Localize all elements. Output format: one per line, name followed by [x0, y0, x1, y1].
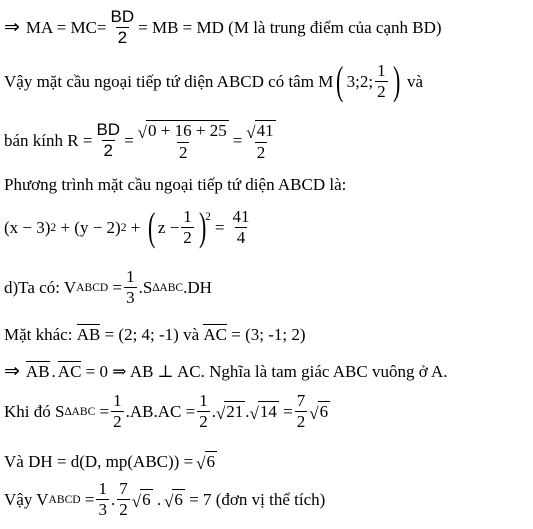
line-7 [4, 324, 306, 343]
denominator: 2 [178, 142, 188, 162]
text-segment: = (2; 4; -1) và [100, 324, 204, 344]
fraction [111, 392, 124, 431]
fraction [109, 8, 137, 47]
line-11 [4, 480, 325, 519]
line-2 [4, 58, 423, 104]
exponent: 2 [120, 220, 127, 234]
subscript: ∆ABC [64, 404, 96, 418]
exponent: 2 [50, 220, 57, 234]
dot-product: . [51, 361, 56, 381]
text-segment: và [406, 71, 423, 91]
fraction [181, 208, 194, 247]
subscript: ABCD [76, 280, 109, 294]
square-root: √ 0 + 16 + 25 [137, 121, 227, 142]
radicand: 6 [319, 402, 329, 421]
line-9 [4, 392, 330, 431]
line-4 [4, 176, 346, 193]
numerator: BD [96, 120, 121, 140]
denominator: 2 [296, 411, 306, 431]
denominator: 2 [103, 141, 113, 161]
numerator: 1 [183, 207, 192, 226]
line-1 [4, 8, 442, 47]
text-segment: = [95, 401, 110, 421]
fraction [96, 480, 109, 519]
text-segment: = 7 (đơn vị thể tích) [184, 489, 326, 509]
subscript: ∆ABC [152, 280, 184, 294]
vector-ac: AC [203, 324, 228, 344]
equals-sign: = [232, 131, 243, 151]
square-root: √ 14 [249, 402, 277, 423]
square-root: √ 6 [131, 490, 151, 511]
text-segment: Vậy mặt cầu ngoại tiếp tứ diện ABCD có tâm M [4, 71, 334, 91]
square-root: √ 6 [309, 402, 329, 423]
radicand: 14 [259, 402, 277, 421]
vector-ab: AB [76, 324, 101, 344]
numerator: 1 [377, 61, 386, 80]
text-segment: . [110, 489, 116, 509]
denominator: 2 [117, 27, 128, 47]
radicand: 41 [256, 121, 274, 140]
fraction [244, 120, 277, 162]
text-segment: Phương trình mặt cầu ngoại tiếp tứ diện ABCD là: [4, 175, 347, 194]
numerator: 1 [199, 391, 208, 410]
fraction [94, 121, 122, 160]
right-paren: ) [198, 204, 207, 250]
numerator: BD [110, 7, 135, 26]
radicand: 0 + 16 + 25 [148, 121, 227, 140]
text-segment: .DH [183, 277, 212, 297]
fraction [117, 480, 130, 519]
left-paren: ( [336, 58, 344, 104]
fraction [124, 268, 137, 307]
text-segment: = MB = MD (M là trung điểm của cạnh BD) [138, 17, 442, 37]
numerator: 1 [98, 479, 107, 498]
text-segment: Mặt khác: [4, 324, 77, 344]
text-segment: = 0 ⇒ AB ⊥ AC. Nghĩa là tam giác ABC vuông ở A. [81, 361, 448, 381]
denominator: 3 [126, 287, 135, 307]
text-segment: Khi đó S [4, 401, 65, 421]
line-10 [4, 451, 217, 472]
coordinates: 3;2; [346, 71, 374, 91]
text-segment: Vậy V [4, 489, 49, 509]
text-segment: . [245, 401, 250, 421]
text-segment: = [80, 489, 95, 509]
numerator: 1 [126, 267, 135, 286]
radicand: 21 [226, 402, 244, 421]
denominator: 2 [199, 411, 208, 431]
line-8 [4, 361, 448, 381]
square-root: √ 41 [246, 121, 274, 142]
text-segment: = [278, 401, 293, 421]
square-root: √ 6 [196, 452, 215, 473]
text-segment: Và DH = d(D, mp(ABC)) = [4, 451, 194, 471]
radicand: 6 [174, 490, 183, 509]
implies-arrow: ⇒ [4, 359, 20, 382]
denominator: 2 [256, 142, 266, 162]
numerator: 7 [296, 391, 306, 410]
text-segment: = (3; -1; 2) [227, 324, 306, 344]
denominator: 3 [98, 499, 107, 519]
left-paren: ( [147, 204, 155, 250]
denominator: 4 [236, 227, 246, 247]
square-root: √ 6 [164, 490, 183, 511]
vector-ac: AC [57, 361, 82, 381]
text-segment: .AB.AC = [125, 401, 196, 421]
equals-sign: = [124, 131, 134, 151]
text-segment: + [126, 217, 145, 237]
radicand: 6 [142, 490, 151, 509]
denominator: 2 [113, 411, 122, 431]
text-segment: d)Ta có: V [4, 277, 77, 297]
text-segment: MA = MC= [25, 17, 107, 37]
square-root: √ 21 [215, 402, 244, 423]
text-segment: z − [157, 217, 180, 237]
text-segment: = [108, 277, 123, 297]
vector-ab: AB [25, 361, 50, 381]
text-segment: . [211, 401, 216, 421]
text-segment: bán kính R = [4, 131, 93, 151]
fraction [136, 120, 231, 162]
text-segment: . [152, 489, 162, 509]
radicand: 6 [206, 452, 215, 471]
equals-sign: = [214, 217, 225, 237]
fraction [231, 208, 252, 247]
line-6 [4, 268, 212, 307]
fraction [375, 62, 388, 101]
implies-arrow: ⇒ [4, 15, 20, 38]
text-segment: (x − 3) [4, 217, 51, 237]
line-5 [4, 204, 254, 250]
fraction [197, 392, 210, 431]
denominator: 2 [183, 227, 192, 247]
exponent: 2 [205, 209, 211, 223]
text-segment: + (y − 2) [56, 217, 121, 237]
fraction [295, 392, 308, 431]
numerator: 41 [232, 207, 250, 226]
denominator: 2 [377, 81, 386, 101]
numerator: 1 [113, 391, 122, 410]
line-3 [4, 120, 280, 162]
numerator: 7 [119, 479, 128, 498]
subscript: ABCD [48, 492, 81, 506]
text-segment: .S [138, 277, 153, 297]
denominator: 2 [119, 499, 128, 519]
right-paren: ) [392, 58, 400, 104]
